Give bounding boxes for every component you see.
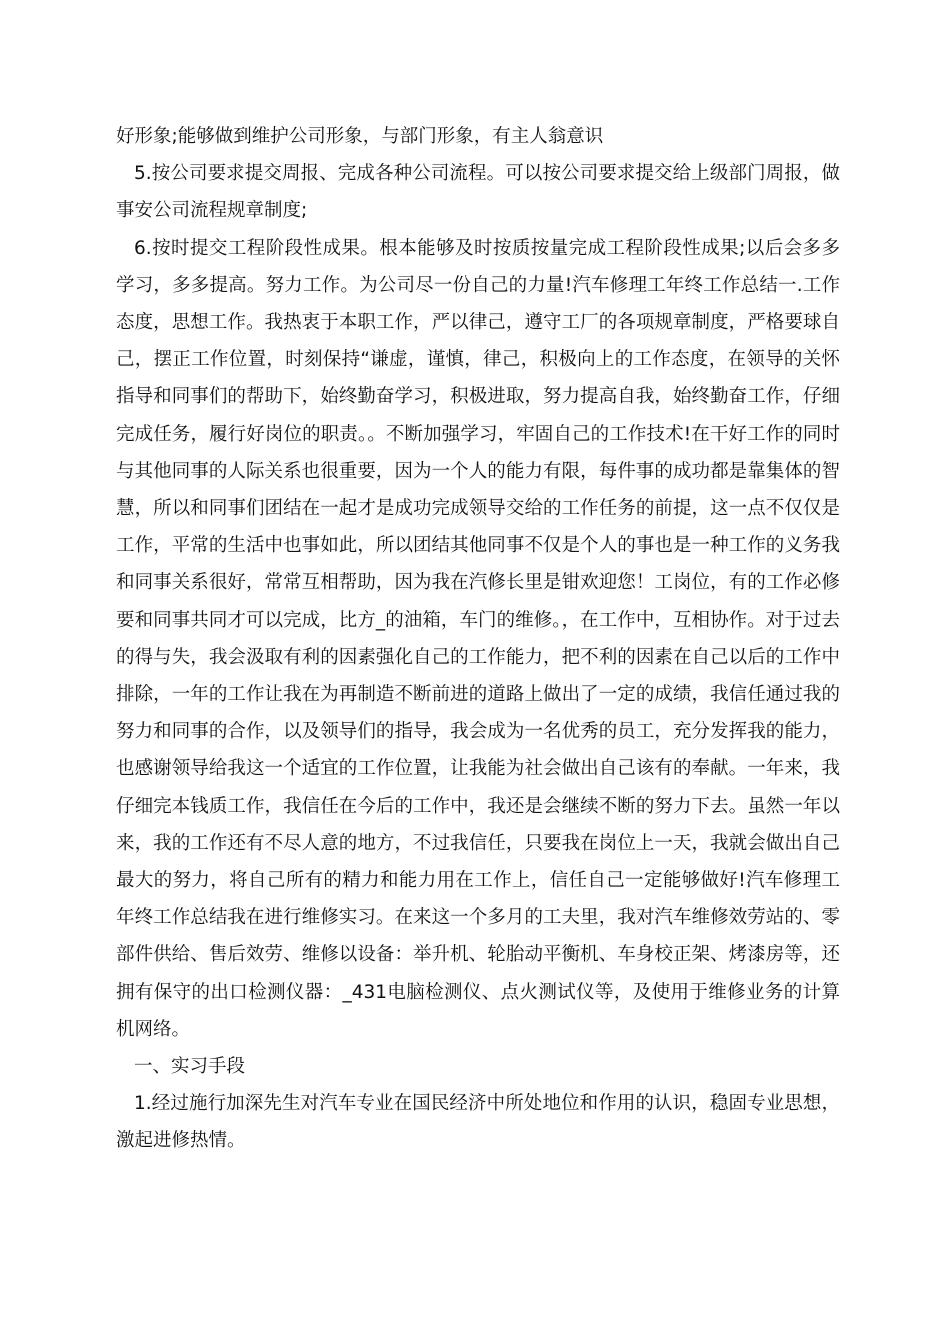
paragraph-item-6: 6.按时提交工程阶段性成果。根本能够及时按质按量完成工程阶段性成果;以后会多多学习，多多提高。努力工作。为公司尽一份自己的力量!汽车修理工年终工作总结一.工作态度，思想工作。我热衷于本职工作，严以律己，遵守工厂的各项规章制度，严格要球自己，摆正工作位置，时刻保持“谦虚，谨慎，律己，积极向上的工作态度，在领导的关怀指导和同事们的帮助下，始终勤奋学习，积极进取，努力提高自我，始终勤奋工作，仔细完成任务，履行好岗位的职责。。不断加强学习，牢固自己的工作技术!在干好工作的同时与其他同事的人际关系也很重要，因为一个人的能力有限，每件事的成功都是靠集体的智慧，所以和同事们团结在一起才是成功完成领导交给的工作任务的前提，这一点不仅仅是工作，平常的生活中也事如此，所以团结其他同事不仅是个人的事也是一种工作的义务我和同事关系很好，常常互相帮助，因为我在汽修长里是钳欢迎您！工岗位，有的工作必修要和同事共同才可以完成，比方_的油箱，车门的维修。，在工作中，互相协作。对于过去的得与失，我会汲取有利的因素强化自己的工作能力，把不利的因素在自己以后的工作中排除，一年的工作让我在为再制造不断前进的道路上做出了一定的成绩，我信任通过我的努力和同事的合作，以及领导们的指导，我会成为一名优秀的员工，充分发挥我的能力，也感谢领导给我这一个适宜的工作位置，让我能为社会做出自己该有的奉献。一年来，我仔细完本钱质工作，我信任在今后的工作中，我还是会继续不断的努力下去。虽然一年以来，我的工作还有不尽人意的地方，不过我信任，只要我在岗位上一天，我就会做出自己最大的努力，将自己所有的精力和能力用在工作上，信任自己一定能够做好!汽车修理工年终工作总结我在进行维修实习。在来这一个多月的工夫里，我对汽车维修效劳站的、零部件供给、售后效劳、维修以设备：举升机、轮胎动平衡机、车身校正架、烤漆房等，还拥有保守的出口检测仪器：_431电脑检测仪、点火测试仪等，及使用于维修业务的计算机网络。 [116,237,840,1040]
document-body [116,118,840,1160]
paragraph-item-1: 1.经过施行加深先生对汽车专业在国民经济中所处地位和作用的认识，稳固专业思想，激起进修热情。 [116,1093,840,1152]
section-heading: 一、实习手段 [134,1056,246,1078]
paragraph-item-5: 5.按公司要求提交周报、完成各种公司流程。可以按公司要求提交给上级部门周报，做事安公司流程规章制度; [116,163,840,222]
paragraph-continuation: 好形象;能够做到维护公司形象，与部门形象，有主人翁意识 [116,126,604,147]
